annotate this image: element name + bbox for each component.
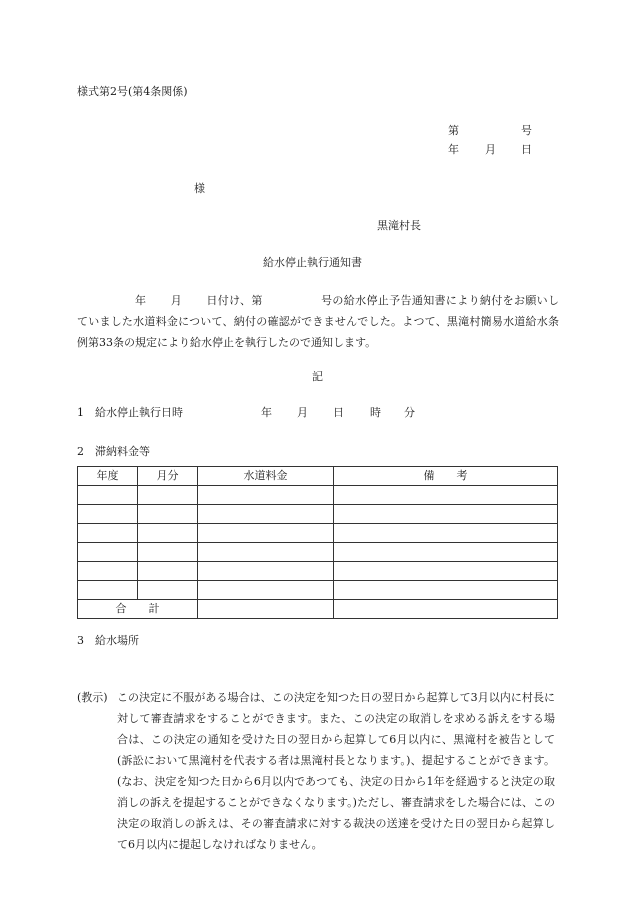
item1-month: 月 [297,406,308,419]
body-date-ref: 日付け、第 [206,294,263,307]
form-label: 様式第2号(第4条関係) [77,85,188,98]
item1-hour: 時 [370,406,381,419]
total-row [78,600,558,619]
body-text: 号の給水停止予告通知書により納付をお願いしていました水道料金について、納付の確認ができませんでした。よつて、黒滝村簡易水道給水条例第33条の規定により給水停止を執行したので通知します。 [77,294,560,349]
date-day: 日 [521,143,532,156]
body-month: 月 [170,294,183,307]
body-paragraph [77,290,559,353]
header-fiscal-year: 年度 [78,467,138,486]
body-year: 年 [135,294,147,307]
table-row [78,543,558,562]
table-header-row [78,467,558,486]
item2-label: 2 滞納料金等 [77,445,150,458]
item1-minute: 分 [404,406,415,419]
notice-label: (教示) [77,691,108,704]
number-dai: 第 [448,124,459,137]
addressee-suffix: 様 [194,182,205,195]
table-row [78,486,558,505]
page-title: 給水停止執行通知書 [263,256,362,269]
table-row [78,562,558,581]
item3-label: 3 給水場所 [77,634,139,647]
header-remarks: 備 考 [334,467,558,486]
notice-text: この決定に不服がある場合は、この決定を知つた日の翌日から起算して3月以内に村長に対して審査請求をすることができます。また、この決定の取消しを求める訴えをする場合は、この決定の通知を受けた日の翌日から起算して6月以内に、黒滝村を被告として(訴訟において黒滝村を代表する者は黒滝村長となります。)、提起することができます。(なお、決定を知つた日から6月以内であつても、決定の日から1年を経過すると決定の取消しの訴えを提起することができなくなります。)ただし、審査請求をした場合には、この決定の取消しの訴えは、その審査請求に対する裁決の送達を受けた日の翌日から起算して6月以内に提起しなければなりません。 [117,691,555,851]
date-year: 年 [448,143,459,156]
date-month: 月 [485,143,496,156]
table-row [78,505,558,524]
issuer: 黒滝村長 [377,219,421,232]
total-label: 合 計 [78,600,198,619]
table-row [78,581,558,600]
notice-block [77,687,555,855]
item1-year: 年 [261,406,272,419]
item1-label: 1 給水停止執行日時 [77,406,183,419]
item1-day: 日 [333,406,344,419]
ki-heading: 記 [312,370,323,383]
header-month: 月分 [138,467,198,486]
header-water-charge: 水道料金 [198,467,334,486]
table-row [78,524,558,543]
number-go: 号 [521,124,532,137]
fee-table [77,466,558,619]
